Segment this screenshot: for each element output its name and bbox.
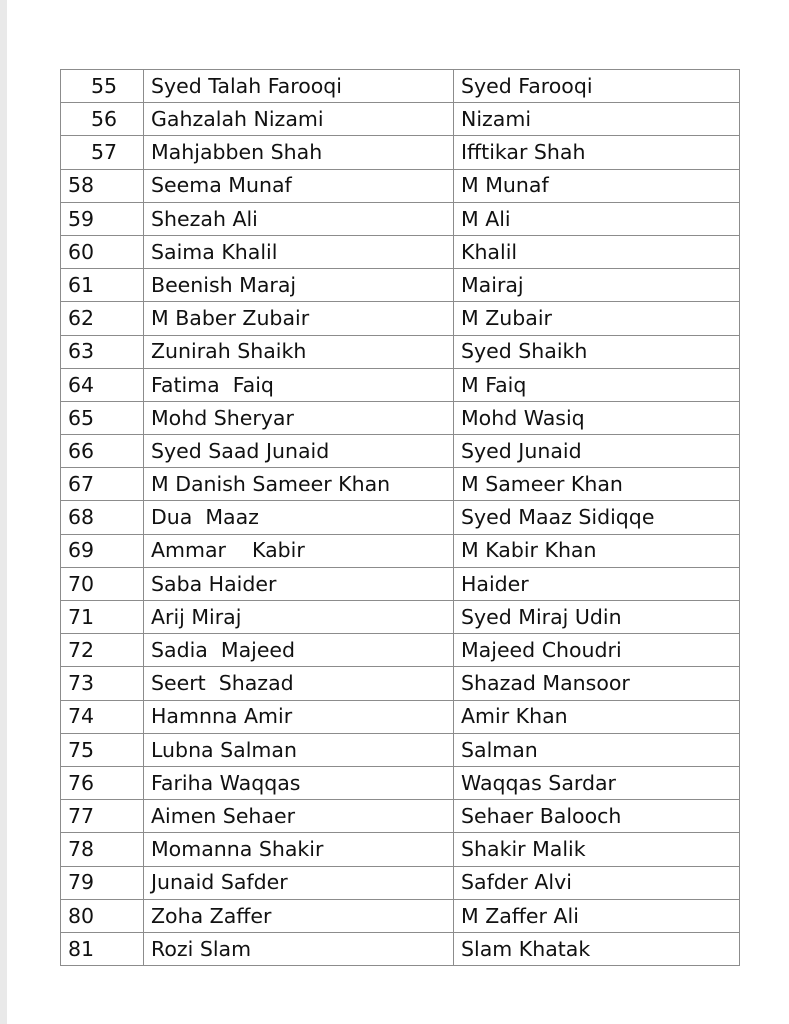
father-name-cell: Syed Maaz Sidiqqe — [454, 501, 740, 534]
student-name-cell: Beenish Maraj — [144, 269, 454, 302]
roster-table — [60, 69, 740, 966]
serial-number-cell: 63 — [61, 335, 144, 368]
serial-number-cell: 67 — [61, 468, 144, 501]
student-name-cell: Zunirah Shaikh — [144, 335, 454, 368]
father-name-cell: Sehaer Balooch — [454, 800, 740, 833]
table-row — [61, 899, 740, 932]
table-row — [61, 202, 740, 235]
table-row — [61, 335, 740, 368]
table-row — [61, 70, 740, 103]
table-row — [61, 435, 740, 468]
serial-number-cell: 80 — [61, 899, 144, 932]
table-row — [61, 534, 740, 567]
document-page — [7, 0, 789, 1024]
table-row — [61, 368, 740, 401]
father-name-cell: Amir Khan — [454, 700, 740, 733]
table-row — [61, 667, 740, 700]
serial-number-cell: 79 — [61, 866, 144, 899]
table-row — [61, 501, 740, 534]
serial-number-cell: 77 — [61, 800, 144, 833]
table-row — [61, 833, 740, 866]
father-name-cell: Syed Junaid — [454, 435, 740, 468]
student-name-cell: Mohd Sheryar — [144, 401, 454, 434]
student-name-cell: M Danish Sameer Khan — [144, 468, 454, 501]
father-name-cell: Shazad Mansoor — [454, 667, 740, 700]
serial-number-cell: 81 — [61, 932, 144, 965]
serial-number-cell: 72 — [61, 634, 144, 667]
student-name-cell: Sadia Majeed — [144, 634, 454, 667]
table-row — [61, 468, 740, 501]
student-name-cell: Saima Khalil — [144, 235, 454, 268]
table-row — [61, 634, 740, 667]
serial-number-cell: 61 — [61, 269, 144, 302]
student-name-cell: Gahzalah Nizami — [144, 103, 454, 136]
father-name-cell: Majeed Choudri — [454, 634, 740, 667]
father-name-cell: Syed Farooqi — [454, 70, 740, 103]
table-row — [61, 235, 740, 268]
father-name-cell: Mairaj — [454, 269, 740, 302]
father-name-cell: M Sameer Khan — [454, 468, 740, 501]
serial-number-cell: 76 — [61, 766, 144, 799]
father-name-cell: Syed Shaikh — [454, 335, 740, 368]
serial-number-cell: 75 — [61, 733, 144, 766]
student-name-cell: Syed Saad Junaid — [144, 435, 454, 468]
father-name-cell: Mohd Wasiq — [454, 401, 740, 434]
table-row — [61, 103, 740, 136]
student-name-cell: Dua Maaz — [144, 501, 454, 534]
table-row — [61, 269, 740, 302]
student-name-cell: Rozi Slam — [144, 932, 454, 965]
serial-number-cell: 60 — [61, 235, 144, 268]
table-row — [61, 302, 740, 335]
table-row — [61, 766, 740, 799]
student-name-cell: Shezah Ali — [144, 202, 454, 235]
table-row — [61, 136, 740, 169]
student-name-cell: Saba Haider — [144, 567, 454, 600]
table-row — [61, 733, 740, 766]
roster-body — [61, 70, 740, 966]
father-name-cell: M Kabir Khan — [454, 534, 740, 567]
father-name-cell: Ifftikar Shah — [454, 136, 740, 169]
table-row — [61, 601, 740, 634]
serial-number-cell: 64 — [61, 368, 144, 401]
student-name-cell: Ammar Kabir — [144, 534, 454, 567]
student-name-cell: Junaid Safder — [144, 866, 454, 899]
father-name-cell: M Munaf — [454, 169, 740, 202]
serial-number-cell: 69 — [61, 534, 144, 567]
table-row — [61, 866, 740, 899]
table-row — [61, 932, 740, 965]
serial-number-cell: 70 — [61, 567, 144, 600]
father-name-cell: Nizami — [454, 103, 740, 136]
student-name-cell: Mahjabben Shah — [144, 136, 454, 169]
father-name-cell: Haider — [454, 567, 740, 600]
father-name-cell: Safder Alvi — [454, 866, 740, 899]
father-name-cell: Khalil — [454, 235, 740, 268]
serial-number-cell: 58 — [61, 169, 144, 202]
student-name-cell: Fatima Faiq — [144, 368, 454, 401]
table-row — [61, 800, 740, 833]
serial-number-cell: 68 — [61, 501, 144, 534]
serial-number-cell: 56 — [61, 103, 144, 136]
table-row — [61, 169, 740, 202]
student-name-cell: Seema Munaf — [144, 169, 454, 202]
serial-number-cell: 65 — [61, 401, 144, 434]
serial-number-cell: 66 — [61, 435, 144, 468]
student-name-cell: Momanna Shakir — [144, 833, 454, 866]
table-row — [61, 567, 740, 600]
father-name-cell: Slam Khatak — [454, 932, 740, 965]
father-name-cell: Shakir Malik — [454, 833, 740, 866]
serial-number-cell: 62 — [61, 302, 144, 335]
father-name-cell: Salman — [454, 733, 740, 766]
student-name-cell: Lubna Salman — [144, 733, 454, 766]
student-name-cell: Arij Miraj — [144, 601, 454, 634]
student-name-cell: M Baber Zubair — [144, 302, 454, 335]
serial-number-cell: 78 — [61, 833, 144, 866]
father-name-cell: M Zaffer Ali — [454, 899, 740, 932]
student-name-cell: Seert Shazad — [144, 667, 454, 700]
serial-number-cell: 74 — [61, 700, 144, 733]
serial-number-cell: 73 — [61, 667, 144, 700]
student-name-cell: Syed Talah Farooqi — [144, 70, 454, 103]
father-name-cell: Syed Miraj Udin — [454, 601, 740, 634]
student-name-cell: Zoha Zaffer — [144, 899, 454, 932]
serial-number-cell: 57 — [61, 136, 144, 169]
serial-number-cell: 59 — [61, 202, 144, 235]
father-name-cell: M Faiq — [454, 368, 740, 401]
table-row — [61, 401, 740, 434]
table-row — [61, 700, 740, 733]
father-name-cell: Waqqas Sardar — [454, 766, 740, 799]
serial-number-cell: 55 — [61, 70, 144, 103]
serial-number-cell: 71 — [61, 601, 144, 634]
father-name-cell: M Ali — [454, 202, 740, 235]
student-name-cell: Fariha Waqqas — [144, 766, 454, 799]
student-name-cell: Aimen Sehaer — [144, 800, 454, 833]
father-name-cell: M Zubair — [454, 302, 740, 335]
student-name-cell: Hamnna Amir — [144, 700, 454, 733]
